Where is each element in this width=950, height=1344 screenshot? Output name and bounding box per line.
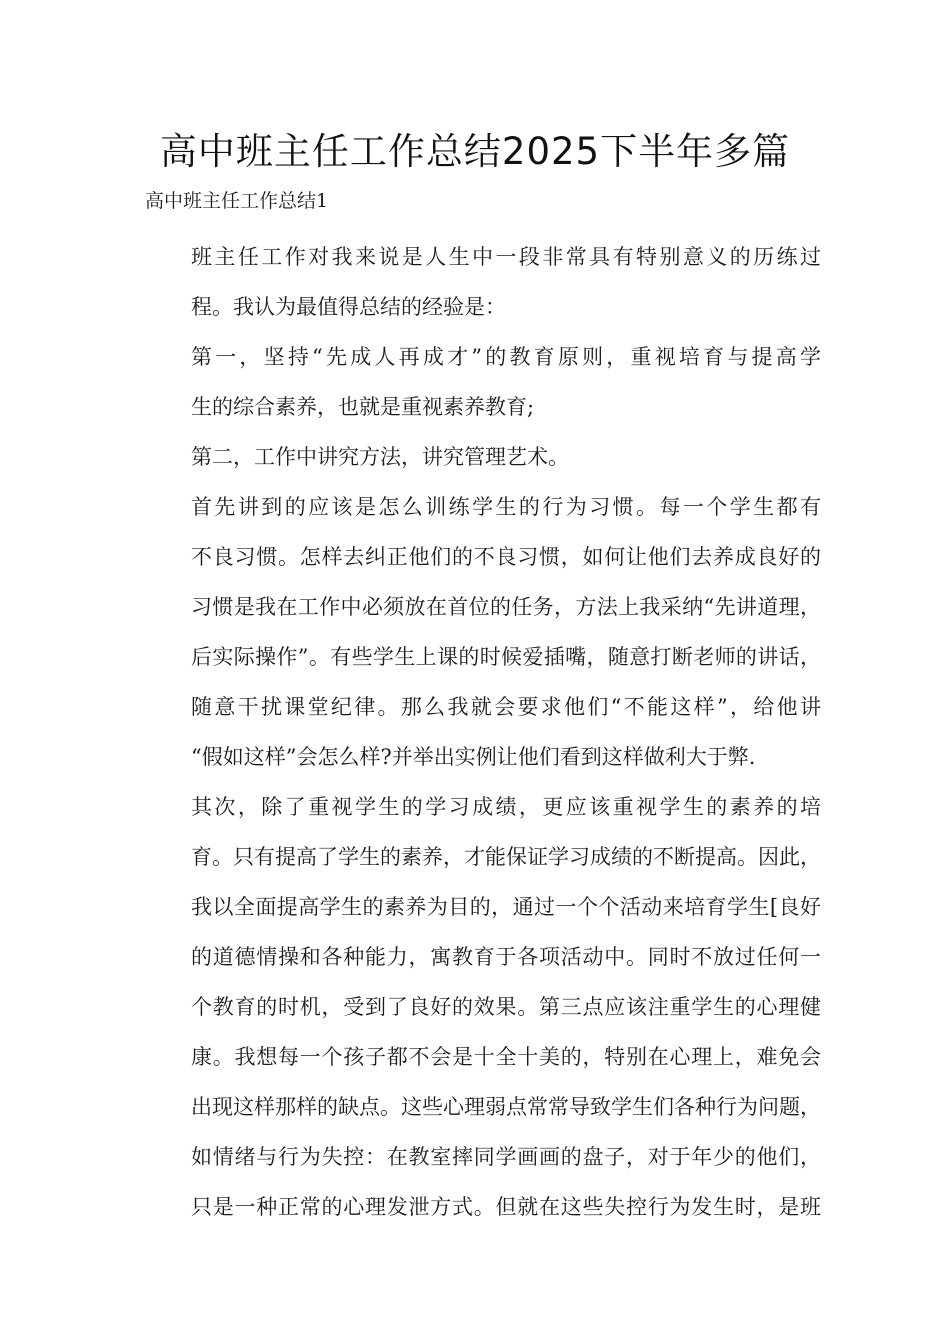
document-body	[145, 232, 821, 1232]
document-title: 高中班主任工作总结2025下半年多篇	[159, 130, 791, 173]
paragraph-line: 后实际操作”。有些学生上课的时候爱插嘴，随意打断老师的讲话，	[191, 645, 821, 669]
paragraph-line: 不良习惯。怎样去纠正他们的不良习惯，如何让他们去养成良好的	[191, 545, 821, 569]
paragraph-line: “假如这样”会怎么样?并举出实例让他们看到这样做利大于弊.	[191, 745, 756, 769]
paragraph-line: 习惯是我在工作中必须放在首位的任务，方法上我采纳“先讲道理，	[191, 595, 821, 619]
paragraph-line: 生的综合素养，也就是重视素养教育;	[191, 395, 535, 419]
paragraph-line: 其次，除了重视学生的学习成绩，更应该重视学生的素养的培	[191, 795, 821, 819]
paragraph-line: 的道德情操和各种能力，寓教育于各项活动中。同时不放过任何一	[191, 945, 821, 969]
paragraph-line: 程。我认为最值得总结的经验是：	[191, 295, 506, 319]
paragraph-line: 个教育的时机，受到了良好的效果。第三点应该注重学生的心理健	[191, 995, 821, 1019]
paragraph-quality	[145, 782, 821, 1232]
paragraph-line: 首先讲到的应该是怎么训练学生的行为习惯。每一个学生都有	[191, 495, 821, 519]
paragraph-habits	[145, 482, 821, 782]
paragraph-intro	[145, 232, 821, 332]
paragraph-point-two	[145, 432, 821, 482]
paragraph-line: 出现这样那样的缺点。这些心理弱点常常导致学生们各种行为问题，	[191, 1095, 821, 1119]
paragraph-line: 如情绪与行为失控：在教室摔同学画画的盘子，对于年少的他们，	[191, 1145, 821, 1169]
paragraph-point-one	[145, 332, 821, 432]
paragraph-line: 康。我想每一个孩子都不会是十全十美的，特别在心理上，难免会	[191, 1045, 821, 1069]
paragraph-line: 第一，坚持“先成人再成才”的教育原则，重视培育与提高学	[191, 345, 821, 369]
paragraph-line: 随意干扰课堂纪律。那么我就会要求他们“不能这样”，给他讲	[191, 695, 821, 719]
paragraph-line: 班主任工作对我来说是人生中一段非常具有特别意义的历练过	[191, 245, 821, 269]
paragraph-line: 第二，工作中讲究方法，讲究管理艺术。	[191, 445, 569, 469]
section-heading: 高中班主任工作总结1	[145, 190, 329, 212]
paragraph-line: 我以全面提高学生的素养为目的，通过一个个活动来培育学生[良好	[191, 895, 821, 919]
paragraph-line: 育。只有提高了学生的素养，才能保证学习成绩的不断提高。因此，	[191, 845, 821, 869]
paragraph-line: 只是一种正常的心理发泄方式。但就在这些失控行为发生时，是班	[191, 1195, 821, 1219]
